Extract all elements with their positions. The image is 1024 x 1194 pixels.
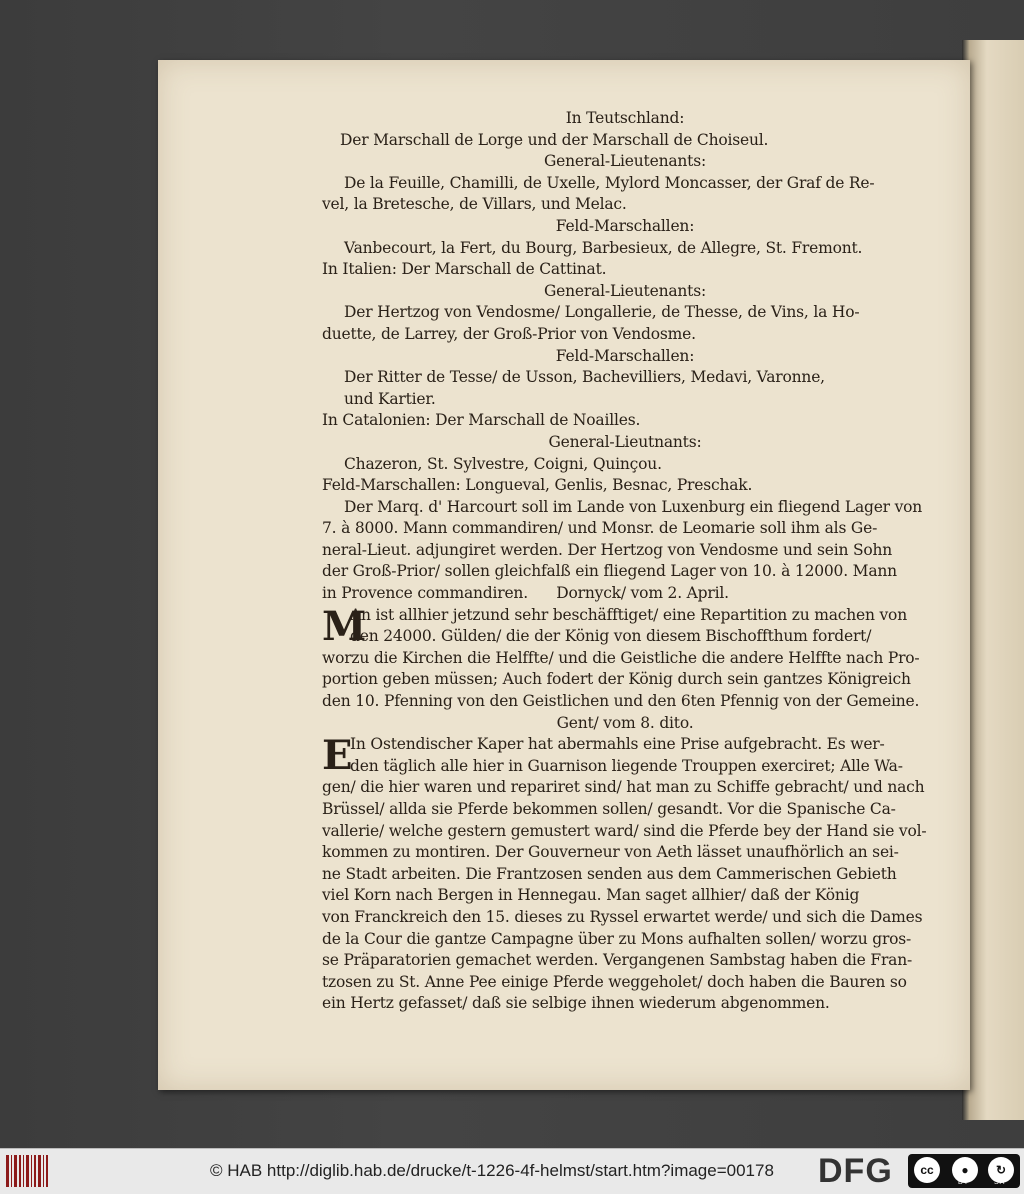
text-line: gen/ die hier waren und repariret sind/ hat man zu Schiffe gebracht/ und nach	[322, 778, 925, 797]
drop-cap: M	[322, 602, 367, 650]
text-line: Der Ritter de Tesse/ de Usson, Bachevilliers, Medavi, Varonne,	[344, 368, 825, 387]
text-line: den 10. Pfenning von den Geistlichen und den 6ten Pfennig von der Gemeine.	[322, 692, 920, 711]
text-line: vel, la Bretesche, de Villars, und Melac.	[322, 195, 627, 214]
dateline-gent: Gent/ vom 8. dito.	[556, 713, 694, 732]
text-line: viel Korn nach Bergen in Hennegau. Man saget allhier/ daß der König	[322, 886, 860, 905]
dateline-dornyck: in Provence commandiren. Dornyck/ vom 2. April.	[322, 584, 729, 603]
paragraph-dornyck	[322, 602, 928, 713]
subheading: Feld-Marschallen:	[555, 216, 695, 235]
cc-license-badge[interactable]	[908, 1154, 1020, 1188]
text-line: von Franckreich den 15. dieses zu Ryssel erwartet werde/ und sich die Dames	[322, 907, 923, 926]
sa-icon: ↻	[988, 1157, 1014, 1183]
text-line: worzu die Kirchen die Helffte/ und die Geistliche die andere Helffte nach Pro-	[322, 648, 920, 667]
text-line: Der Marq. d' Harcourt soll im Lande von Luxenburg ein fliegend Lager von	[344, 497, 923, 516]
drop-cap: E	[322, 732, 353, 780]
heading-teutschland: In Teutschland:	[565, 109, 685, 127]
text-line: se Präparatorien gemachet werden. Vergangenen Sambstag haben die Fran-	[322, 951, 913, 970]
heading-catalonien: In Catalonien: Der Marschall de Noailles.	[322, 411, 641, 430]
text-line: portion geben müssen; Auch fodert der König durch sein gantzes Königreich	[322, 670, 911, 689]
text-line: An ist allhier jetzund sehr beschäfftiget/ eine Repartition zu machen von	[350, 605, 907, 624]
text-line: der Groß-Prior/ sollen gleichfalß ein fliegend Lager von 10. à 12000. Mann	[322, 562, 897, 581]
text-line: und Kartier.	[344, 389, 436, 408]
text-line: Der Hertzog von Vendosme/ Longallerie, de Thesse, de Vins, la Ho-	[344, 303, 860, 322]
text-line: den 24000. Gülden/ die der König von diesem Bischoffthum fordert/	[350, 627, 872, 646]
text-line: vallerie/ welche gestern gemustert ward/ sind die Pferde bey der Hand sie vol-	[322, 821, 927, 840]
text-line: In Ostendischer Kaper hat abermahls eine Prise aufgebracht. Es wer-	[350, 735, 885, 754]
text-line: duette, de Larrey, der Groß-Prior von Vendosme.	[322, 324, 696, 343]
subheading: General-Lieutenants:	[544, 281, 706, 300]
text-line: ne Stadt arbeiten. Die Frantzosen senden aus dem Cammerischen Gebieth	[322, 864, 897, 883]
text-line: Chazeron, St. Sylvestre, Coigni, Quinçou.	[344, 454, 662, 473]
cc-icon: cc	[914, 1157, 940, 1183]
subheading: General-Lieutnants:	[548, 432, 702, 451]
subheading: Feld-Marschallen:	[555, 346, 695, 365]
heading-italien: In Italien: Der Marschall de Cattinat.	[322, 260, 607, 279]
text-line: neral-Lieut. adjungiret werden. Der Hertzog von Vendosme und sein Sohn	[322, 540, 893, 559]
text-line: den täglich alle hier in Guarnison liegende Trouppen exerciret; Alle Wa-	[350, 756, 903, 775]
text-line: Brüssel/ allda sie Pferde bekommen sollen/ gesandt. Vor die Spanische Ca-	[322, 800, 896, 818]
footer-bar	[0, 1148, 1024, 1194]
by-icon: ●	[952, 1157, 978, 1183]
page-text	[322, 108, 928, 1015]
text-line: ein Hertz gefasset/ daß sie selbige ihnen wiederum abgenommen.	[322, 994, 830, 1013]
by-label: BY	[958, 1179, 970, 1186]
text-line: kommen zu montiren. Der Gouverneur von Aeth lässet unaufhörlich an sei-	[322, 843, 899, 862]
text-line: Feld-Marschallen: Longueval, Genlis, Besnac, Preschak.	[322, 476, 753, 495]
hab-logo-icon	[6, 1155, 48, 1187]
text-line: tzosen zu St. Anne Pee einige Pferde weggeholet/ doch haben die Bauren so	[322, 972, 907, 991]
subheading: General-Lieutenants:	[544, 152, 706, 171]
text-line: 7. à 8000. Mann commandiren/ und Monsr. de Leomarie soll ihm als Ge-	[322, 519, 878, 538]
sa-label: SA	[994, 1179, 1006, 1186]
text-line: Der Marschall de Lorge und der Marschall de Choiseul.	[340, 130, 769, 149]
text-line: de la Cour die gantze Campagne über zu Mons aufhalten sollen/ worzu gros-	[322, 929, 912, 948]
next-page-edge	[962, 40, 1024, 1120]
dfg-logo: DFG	[818, 1152, 893, 1190]
document-page	[158, 60, 970, 1090]
copyright-link[interactable]: © HAB http://diglib.hab.de/drucke/t-1226-4f-helmst/start.htm?image=00178	[210, 1161, 774, 1180]
text-line: De la Feuille, Chamilli, de Uxelle, Mylord Moncasser, der Graf de Re-	[344, 173, 875, 192]
text-line: Vanbecourt, la Fert, du Bourg, Barbesieux, de Allegre, St. Fremont.	[344, 238, 863, 257]
paragraph-gent	[322, 734, 928, 1015]
